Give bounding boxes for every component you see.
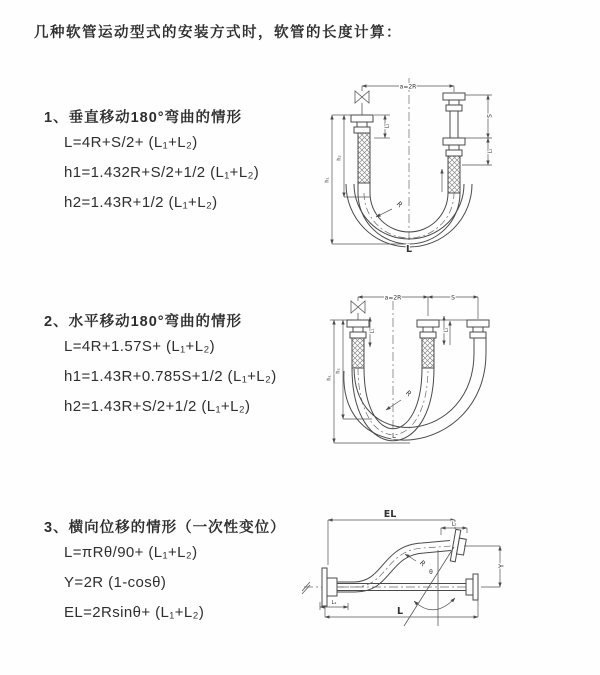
radius-label: R	[403, 389, 413, 399]
dimension-el	[328, 509, 455, 565]
dim-label-l1: L₁	[369, 328, 376, 334]
pipe-break-symbol	[302, 582, 310, 594]
dim-label-l1: L₁	[384, 123, 391, 129]
dim-label-l1: L₁	[331, 600, 337, 606]
formula: EL=2Rsinθ+ (L₁+L₂)	[64, 604, 205, 621]
dim-label-a2r: a=2R	[384, 294, 402, 302]
dim-label-h2: h₂	[335, 368, 342, 374]
dim-label-l: L	[392, 432, 396, 440]
dim-label-l2: L₂	[443, 327, 450, 333]
dim-label-l2: L₂	[487, 148, 494, 154]
radius-label: R	[417, 559, 427, 569]
section-1-heading: 1、垂直移动180°弯曲的情形	[44, 110, 243, 126]
valve-icon	[351, 301, 365, 320]
dim-label-h1: h₁	[326, 375, 333, 381]
dim-label-y: Y	[497, 563, 506, 569]
formula: L=πRθ/90+ (L₁+L₂)	[64, 544, 198, 561]
radius-callout	[376, 200, 404, 217]
dim-label-el: EL	[383, 509, 397, 520]
dim-label-l2: L₂	[451, 521, 457, 528]
dimension-l1	[370, 317, 376, 347]
dimension-a2r	[362, 84, 454, 93]
dimension-l2	[441, 522, 467, 536]
angle-label: θ	[429, 569, 433, 576]
dimension-l1	[374, 115, 391, 138]
dim-label-h1: h₁	[324, 177, 331, 183]
section-2-heading: 2、水平移动180°弯曲的情形	[44, 314, 243, 330]
formula: h1=1.432R+S/2+1/2 (L₁+L₂)	[64, 164, 260, 181]
section-3-heading: 3、横向位移的情形（一次性变位）	[44, 520, 286, 536]
middle-pipe-flange	[417, 320, 467, 368]
dimension-h1	[327, 320, 411, 443]
radius-callout	[405, 554, 427, 568]
valve-icon	[355, 91, 369, 115]
dim-label-l: L	[396, 606, 404, 617]
document-title: 几种软管运动型式的安装方式时，软管的长度计算：	[34, 25, 402, 41]
right-pipe-flange	[467, 320, 489, 353]
displaced-s-hose	[337, 529, 468, 592]
diagram-lateral-displacement	[298, 498, 598, 646]
dimension-l2	[462, 138, 494, 165]
dim-label-l: L	[405, 244, 413, 255]
formula: L=4R+S/2+ (L₁+L₂)	[64, 134, 198, 151]
formula: L=4R+1.57S+ (L₁+L₂)	[64, 338, 216, 355]
dim-label-s: S	[451, 294, 455, 302]
right-pipe-flange	[443, 93, 465, 193]
angle-construction	[404, 547, 455, 626]
dim-label-s: S	[486, 114, 494, 118]
dimension-s	[428, 295, 478, 320]
formula: h2=1.43R+1/2 (L₁+L₂)	[64, 194, 218, 211]
radius-callout	[386, 389, 413, 410]
diagram-vertical-180-bend	[312, 70, 592, 256]
left-pipe-flange	[332, 115, 373, 183]
formula: h2=1.43R+S/2+1/2 (L₁+L₂)	[64, 398, 251, 415]
hose-u-bend	[344, 353, 486, 441]
dim-label-h2: h₂	[336, 155, 343, 161]
formula: Y=2R (1-cosθ)	[64, 574, 167, 591]
formula: h1=1.43R+0.785S+1/2 (L₁+L₂)	[64, 368, 277, 385]
radius-label: R	[394, 200, 404, 210]
left-pipe-flange	[330, 320, 369, 368]
dimension-s	[465, 95, 494, 138]
dim-label-a2r: a=2R	[399, 83, 417, 91]
diagram-horizontal-180-bend	[310, 283, 595, 455]
